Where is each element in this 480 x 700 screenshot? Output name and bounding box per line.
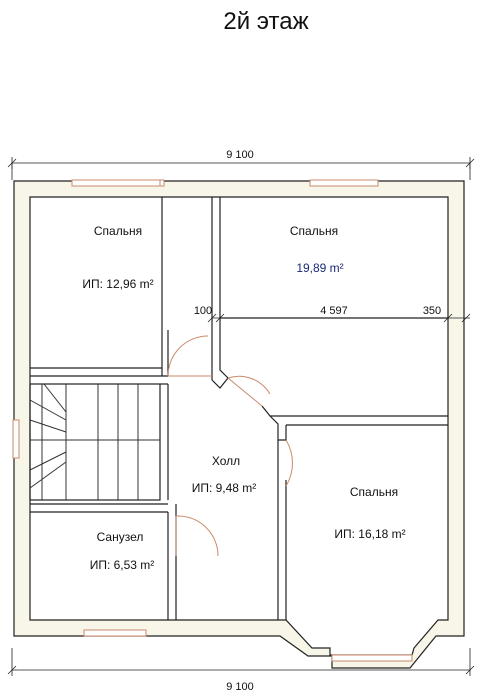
dim-100-label: 100 [193, 305, 213, 317]
room-hall-name: Холл [211, 454, 241, 468]
doors [168, 336, 292, 556]
room-bedroom-1-name: Спальня [93, 224, 143, 238]
dim-350-label: 350 [422, 305, 442, 317]
room-bedroom-2-name: Спальня [289, 224, 339, 238]
room-bedroom-1-area: ИП: 12,96 m² [82, 277, 154, 291]
room-hall-area: ИП: 9,48 m² [191, 481, 257, 495]
window-top-right [310, 180, 378, 186]
window-bay [332, 655, 412, 661]
window-bottom [84, 630, 146, 636]
interior-walls [30, 197, 448, 620]
room-bedroom-2-area: 19,89 m² [296, 261, 344, 275]
room-bathroom-name: Санузел [96, 530, 144, 544]
plan-title: 2й этаж [223, 8, 309, 35]
inner-dimension [194, 305, 470, 322]
room-bedroom-3-area: ИП: 16,18 m² [334, 527, 406, 541]
window-top-left [72, 180, 162, 186]
top-dimension-label: 9 100 [226, 149, 254, 161]
room-bathroom-area: ИП: 6,53 m² [89, 558, 155, 572]
dim-4597-label: 4 597 [320, 305, 348, 317]
room-bedroom-3-name: Спальня [349, 485, 399, 499]
window-frame [160, 180, 164, 186]
staircase [30, 384, 160, 500]
window-left [13, 420, 19, 458]
bottom-dimension-label: 9 100 [226, 681, 254, 693]
top-dimension [8, 149, 474, 180]
